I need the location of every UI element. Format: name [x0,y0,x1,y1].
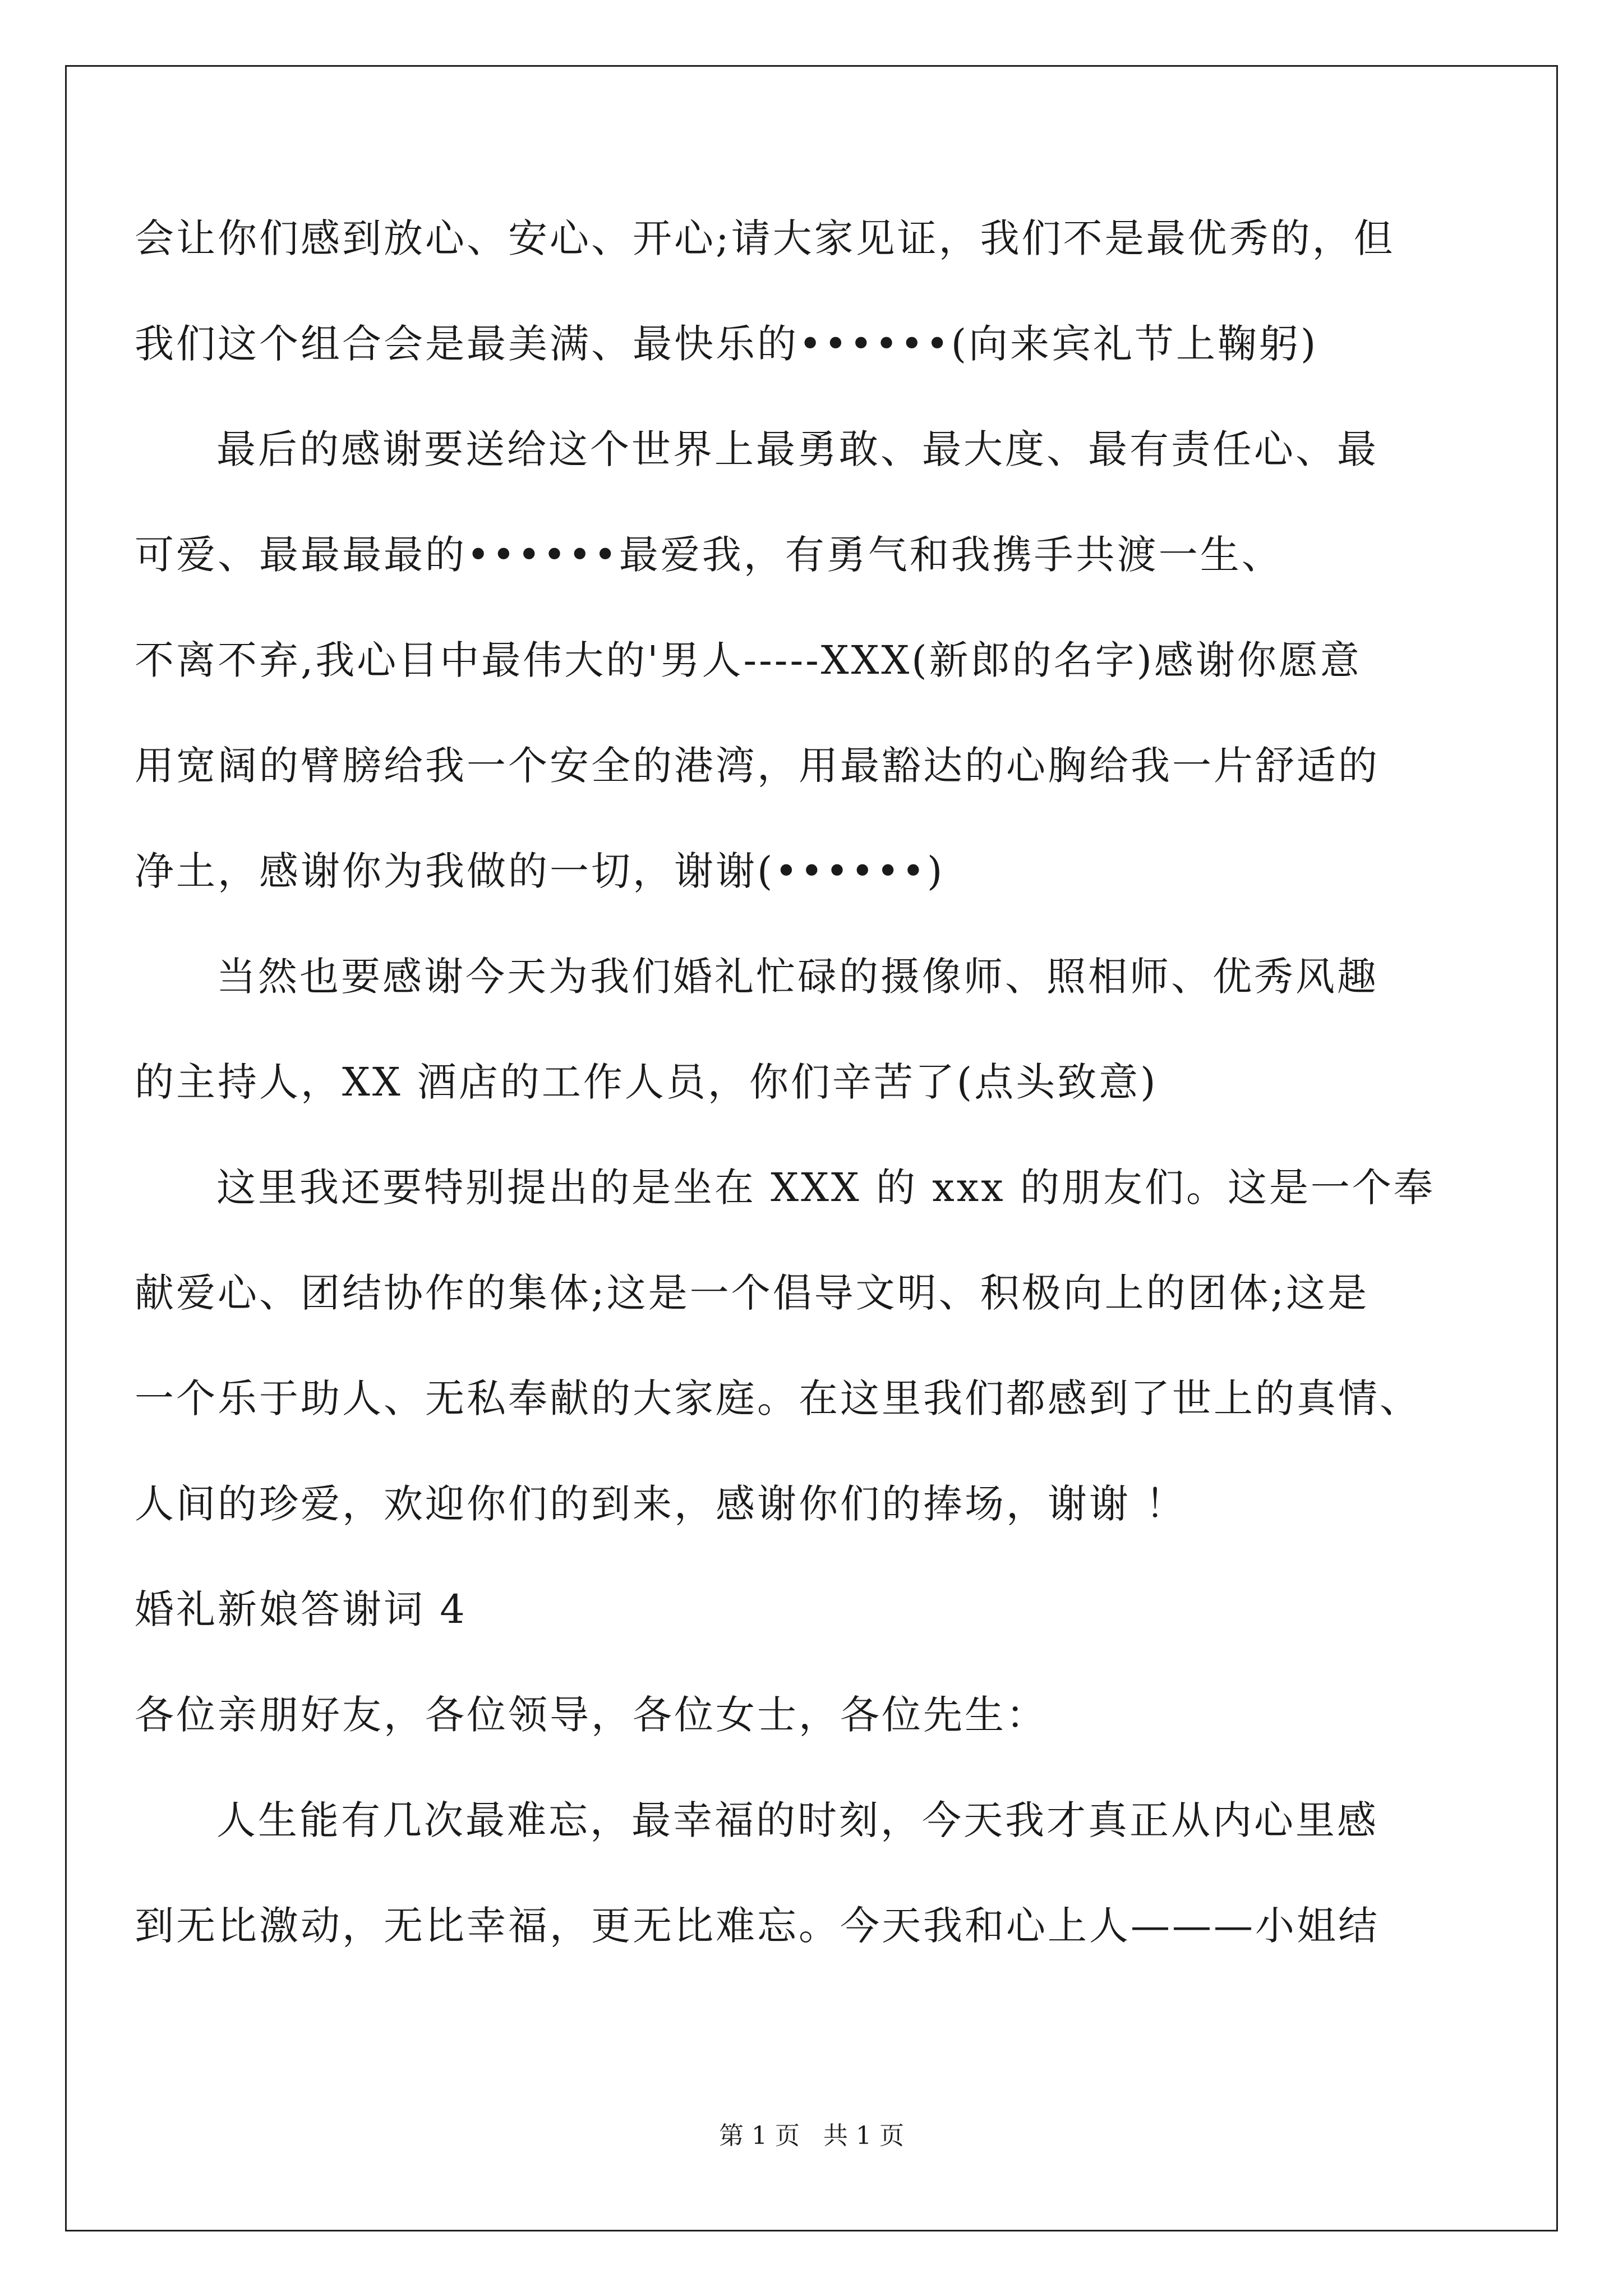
paragraph-line: 这里我还要特别提出的是坐在 XXX 的 xxx 的朋友们。这是一个奉 [216,1165,1435,1211]
paragraph-line: 人生能有几次最难忘，最幸福的时刻，今天我才真正从内心里感 [216,1797,1378,1843]
paragraph-line: 人间的珍爱，欢迎你们的到来，感谢你们的捧场，谢谢 ！ [135,1481,1187,1527]
paragraph-line: 最后的感谢要送给这个世界上最勇敢、最大度、最有责任心、最 [216,426,1378,472]
paragraph-line: 到无比激动，无比幸福，更无比难忘。今天我和心上人———小姐结 [135,1903,1380,1949]
paragraph-line: 可爱、最最最最的••••••最爱我，有勇气和我携手共渡一生、 [135,532,1283,578]
paragraph-line: 当然也要感谢今天为我们婚礼忙碌的摄像师、照相师、优秀风趣 [216,954,1378,1000]
paragraph-line: 会让你们感到放心、安心、开心;请大家见证，我们不是最优秀的，但 [135,215,1395,261]
paragraph-line: 的主持人，XX 酒店的工作人员，你们辛苦了(点头致意) [135,1059,1158,1105]
paragraph-line: 一个乐于助人、无私奉献的大家庭。在这里我们都感到了世上的真情、 [135,1375,1421,1421]
paragraph-line: 净土，感谢你为我做的一切，谢谢(••••••) [135,848,945,894]
paragraph-line: 献爱心、团结协作的集体;这是一个倡导文明、积极向上的团体;这是 [135,1270,1370,1316]
section-heading: 婚礼新娘答谢词 4 [135,1586,467,1632]
paragraph-line: 我们这个组合会是最美满、最快乐的••••••(向来宾礼节上鞠躬) [135,321,1318,367]
page-number-footer: 第 1 页 共 1 页 [719,2122,904,2150]
salutation-line: 各位亲朋好友，各位领导，各位女士，各位先生： [135,1692,1048,1738]
paragraph-line: 用宽阔的臂膀给我一个安全的港湾，用最豁达的心胸给我一片舒适的 [135,743,1380,789]
paragraph-line: 不离不弃,我心目中最伟大的'男人-----XXX(新郎的名字)感谢你愿意 [135,637,1362,683]
